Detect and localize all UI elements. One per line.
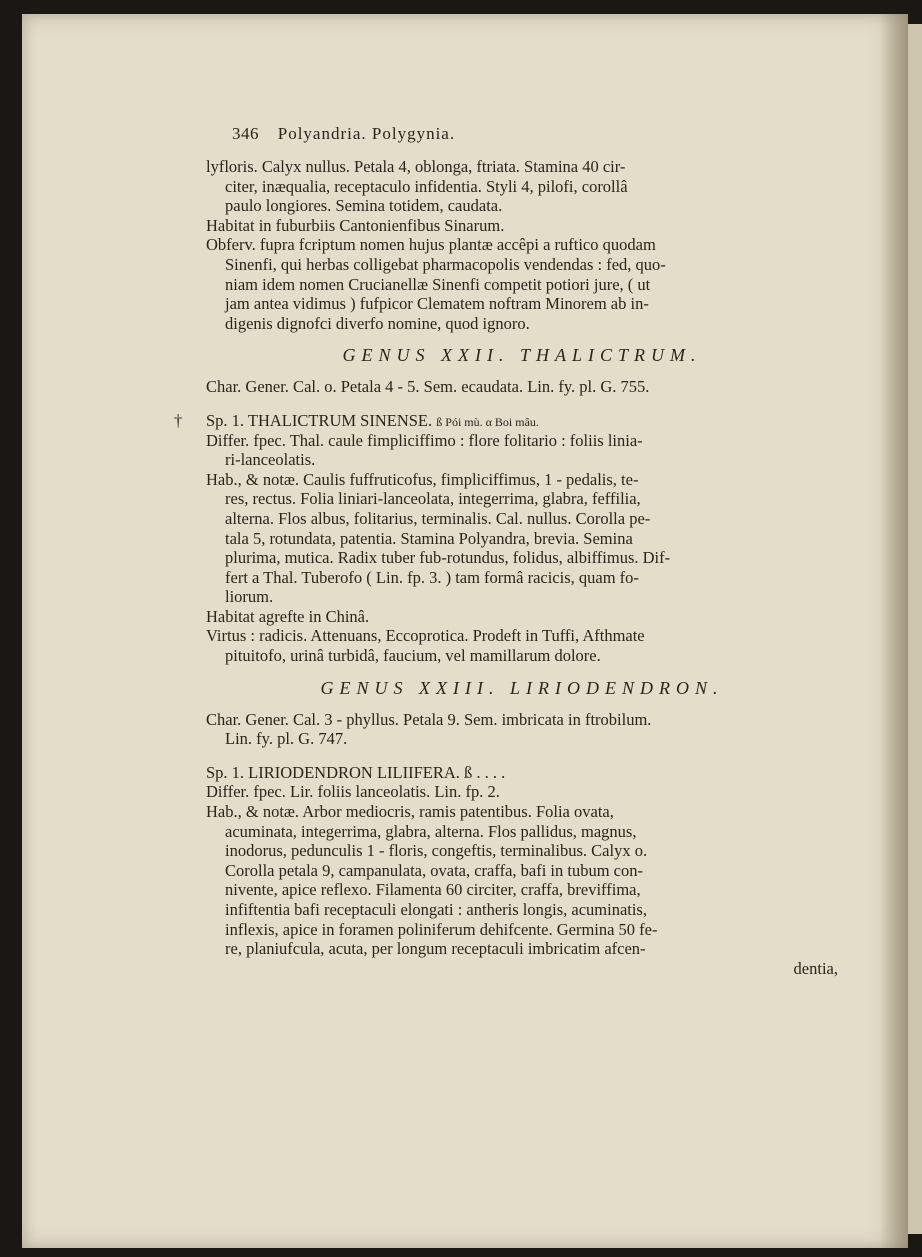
text-line: inodorus, pedunculis 1 - floris, congeftis, terminalibus. Calyx o. bbox=[225, 841, 648, 861]
text-line: niam idem nomen Crucianellæ Sinenfi competit potiori jure, ( ut bbox=[225, 274, 651, 294]
running-header bbox=[232, 124, 455, 144]
text-line: Differ. fpec. Thal. caule fimpliciffimo : flore folitario : foliis linia- bbox=[206, 430, 643, 450]
text-line: tala 5, rotundata, patentia. Stamina Polyandra, brevia. Semina bbox=[225, 528, 633, 548]
text-line: Differ. fpec. Lir. foliis lanceolatis. Lin. fp. 2. bbox=[206, 782, 500, 802]
dagger-mark: † bbox=[174, 410, 183, 430]
text-line: infiftentia bafi receptaculi elongati : antheris longis, acuminatis, bbox=[225, 900, 647, 919]
text-line: res, rectus. Folia liniari-lanceolata, integerrima, glabra, feffilia, bbox=[225, 489, 641, 509]
page-gutter-shadow bbox=[880, 14, 908, 1248]
species-name: Sp. 1. THALICTRUM SINENSE. bbox=[206, 410, 433, 430]
text-line: pituitofo, urinâ turbidâ, faucium, vel mamillarum dolore. bbox=[225, 646, 601, 666]
text-line: Habitat in fuburbiis Cantonienfibus Sinarum. bbox=[206, 215, 505, 235]
text-line: nivente, apice reflexo. Filamenta 60 circiter, craffa, breviffima, bbox=[225, 880, 641, 900]
text-line: alterna. Flos albus, folitarius, terminalis. Cal. nullus. Corolla pe- bbox=[225, 508, 651, 528]
text-line: inflexis, apice in foramen poliniferum dehifcente. Germina 50 fe- bbox=[225, 919, 658, 939]
text-line: fert a Thal. Tuberofo ( Lin. fp. 3. ) tam formâ racicis, quam fo- bbox=[225, 567, 639, 587]
text-line: jam antea vidimus ) fufpicor Clematem noftram Minorem ab in- bbox=[225, 294, 649, 314]
genus-character: Lin. fy. pl. G. 747. bbox=[225, 729, 348, 749]
text-line: digenis dignofci diverfo nomine, quod ignoro. bbox=[225, 313, 530, 333]
text-line: Virtus : radicis. Attenuans, Eccoprotica. Prodeft in Tuffi, Afthmate bbox=[206, 626, 645, 646]
text-line: acuminata, integerrima, glabra, alterna. Flos pallidus, magnus, bbox=[225, 821, 637, 841]
catchword: dentia, bbox=[793, 958, 838, 978]
text-line: Sinenfi, qui herbas colligebat pharmacopolis vendendas : fed, quo- bbox=[225, 254, 666, 274]
text-line: plurima, mutica. Radix tuber fub-rotundus, folidus, albiffimus. Dif- bbox=[225, 548, 671, 568]
species-title: Sp. 1. LIRIODENDRON LILIIFERA. ß . . . . bbox=[206, 762, 506, 782]
running-title: Polyandria. Polygynia. bbox=[277, 124, 456, 143]
genus-heading: GENUS XXII. THALICTRUM. bbox=[342, 345, 702, 366]
text-line: Obferv. fupra fcriptum nomen hujus plantæ accêpi a ruftico quodam bbox=[206, 235, 656, 255]
text-line: paulo longiores. Semina totidem, caudata. bbox=[225, 196, 503, 216]
text-line: lyfloris. Calyx nullus. Petala 4, oblonga, ftriata. Stamina 40 cir- bbox=[206, 157, 626, 176]
page-number: 346 bbox=[232, 124, 259, 143]
genus-character: Char. Gener. Cal. 3 - phyllus. Petala 9. Sem. imbricata in ftrobilum. bbox=[206, 709, 652, 729]
text-line: Habitat agrefte in Chinâ. bbox=[206, 606, 370, 626]
text-line: ri-lanceolatis. bbox=[225, 450, 316, 470]
native-names: ß Pói mù. α Boi mâu. bbox=[436, 414, 539, 429]
text-line: citer, inæqualia, receptaculo infidentia. Styli 4, pilofi, corollâ bbox=[225, 176, 628, 196]
genus-character: Char. Gener. Cal. o. Petala 4 - 5. Sem. ecaudata. Lin. fy. pl. G. 755. bbox=[206, 377, 650, 397]
genus-heading: GENUS XXIII. LIRIODENDRON. bbox=[320, 677, 724, 698]
species-title bbox=[174, 410, 838, 431]
page-body bbox=[174, 157, 838, 978]
text-line: re, planiufcula, acuta, per longum receptaculi imbricatim afcen- bbox=[225, 939, 646, 959]
text-line: liorum. bbox=[225, 587, 274, 607]
text-line: Hab., & notæ. Caulis fuffruticofus, fimpliciffimus, 1 - pedalis, te- bbox=[206, 469, 639, 489]
facing-page-edge bbox=[908, 24, 922, 1234]
text-line: Hab., & notæ. Arbor mediocris, ramis patentibus. Folia ovata, bbox=[206, 802, 614, 822]
text-line: Corolla petala 9, campanulata, ovata, craffa, bafi in tubum con- bbox=[225, 860, 643, 880]
